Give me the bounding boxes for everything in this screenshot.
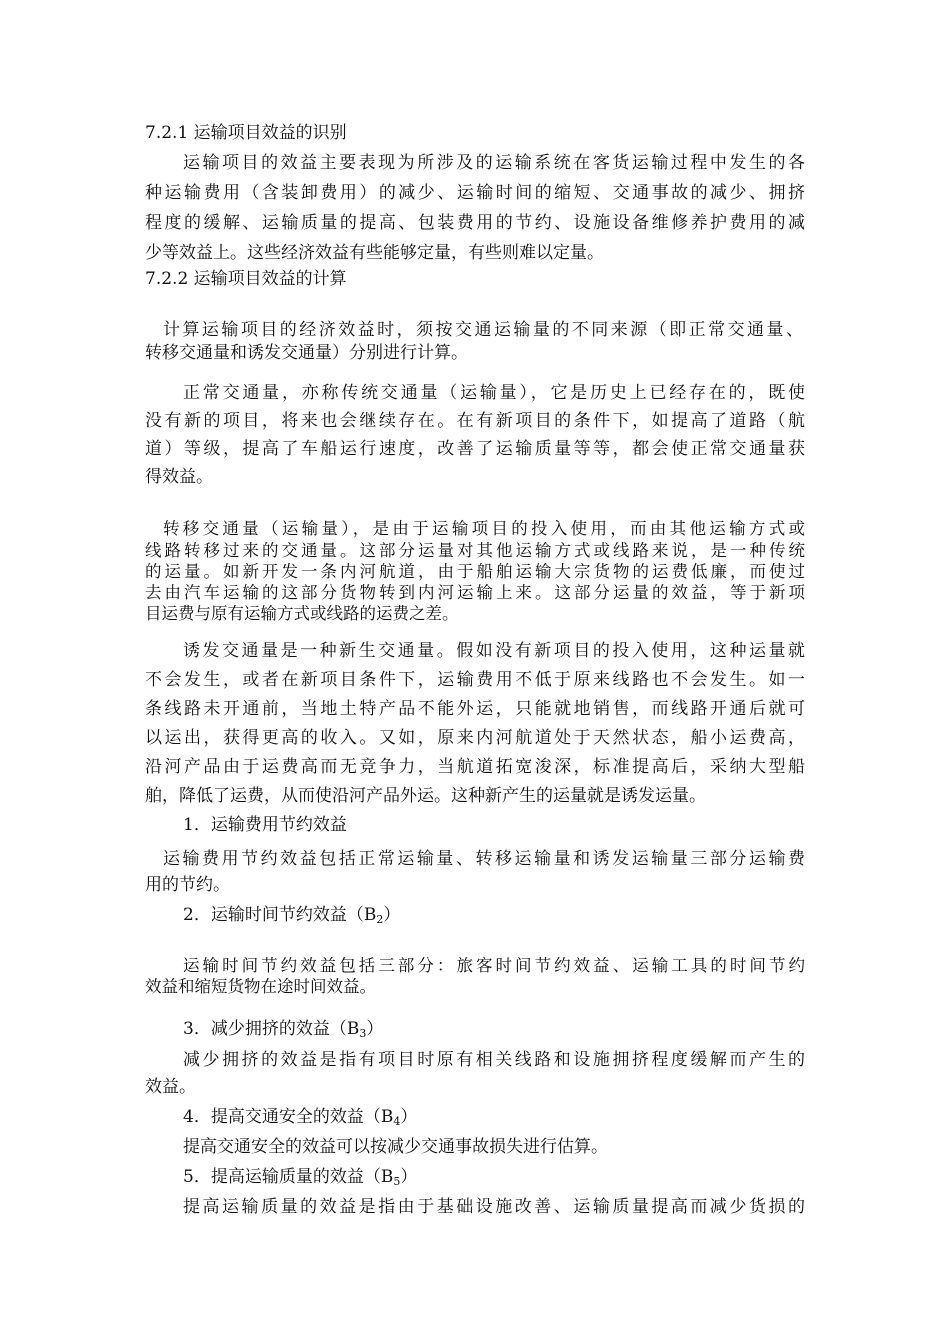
paragraph-line: 目运费与原有运输方式或线路的运费之差。 [145, 604, 459, 623]
paragraph-line: 道）等级，提高了车船运行速度，改善了运输质量等等，都会使正常交通量获 [145, 439, 805, 459]
heading-7-2-1: 7.2.1 运输项目效益的识别 [145, 123, 347, 143]
paragraph-line: 转移交通量（运输量），是由于运输项目的投入使用，而由其他运输方式或 [163, 519, 805, 538]
paragraph-line: 的运量。如新开发一条内河航道，由于船舶运输大宗货物的运费低廉，而使过 [145, 562, 805, 581]
paragraph-line: 运输项目的效益主要表现为所涉及的运输系统在客货运输过程中发生的各 [183, 153, 805, 173]
paragraph-line: 运输时间节约效益包括三部分：旅客时间节约效益、运输工具的时间节约 [183, 956, 805, 975]
paragraph-line: 用的节约。 [145, 875, 230, 895]
paragraph-line: 种运输费用（含装卸费用）的减少、运输时间的缩短、交通事故的减少、拥挤 [145, 183, 805, 203]
item-3-title: 3．减少拥挤的效益$(B_3)$ [183, 1019, 384, 1040]
item-5-title: 5．提高运输质量的效益$(B_5)$ [183, 1167, 418, 1188]
paragraph-line: 舶，降低了运费，从而使沿河产品外运。这种新产生的运量就是诱发运量。 [145, 786, 706, 806]
paragraph-line: 提高交通安全的效益可以按减少交通事故损失进行估算。 [183, 1137, 608, 1157]
paragraph-line: 正常交通量，亦称传统交通量（运输量），它是历史上已经存在的，既使 [183, 383, 805, 403]
paragraph-line: 计算运输项目的经济效益时，须按交通运输量的不同来源（即正常交通量、 [163, 320, 803, 340]
item-1-title: 1．运输费用节约效益 [183, 815, 347, 835]
paragraph-line: 得效益。 [145, 467, 213, 487]
paragraph-line: 运输费用节约效益包括正常运输量、转移运输量和诱发运输量三部分运输费 [163, 849, 805, 869]
paragraph-line: 转移交通量和诱发交通量）分别进行计算。 [145, 343, 468, 363]
paragraph-line: 去由汽车运输的这部分货物转到内河运输上来。这部分运量的效益，等于新项 [145, 583, 805, 602]
paragraph-line: 诱发交通量是一种新生交通量。假如没有新项目的投入使用，这种运量就 [183, 641, 805, 661]
paragraph-line: 少等效益上。这些经济效益有些能够定量，有些则难以定量。 [145, 243, 604, 263]
item-2-title: 2．运输时间节约效益$(B_2)$ [183, 905, 401, 926]
paragraph-line: 线路转移过来的交通量。这部分运量对其他运输方式或线路来说，是一种传统 [145, 541, 805, 560]
paragraph-line: 条线路未开通前，当地土特产品不能外运，只能就地销售，而线路开通后就可 [145, 699, 805, 719]
paragraph-line: 没有新的项目，将来也会继续存在。在有新项目的条件下，如提高了道路（航 [145, 411, 805, 431]
paragraph-line: 效益。 [145, 1077, 196, 1097]
paragraph-line: 效益和缩短货物在途时间效益。 [145, 977, 376, 996]
item-4-title: 4．提高交通安全的效益$(B_4)$ [183, 1107, 418, 1128]
paragraph-line: 减少拥挤的效益是指有项目时原有相关线路和设施拥挤程度缓解而产生的 [183, 1050, 805, 1070]
paragraph-line: 以运出，获得更高的收入。又如，原来内河航道处于天然状态，船小运费高， [145, 728, 805, 748]
paragraph-line: 不会发生，或者在新项目条件下，运输费用不低于原来线路也不会发生。如一 [145, 670, 805, 690]
paragraph-line: 提高运输质量的效益是指由于基础设施改善、运输质量提高而减少货损的 [183, 1197, 805, 1217]
heading-7-2-2: 7.2.2 运输项目效益的计算 [145, 269, 347, 289]
paragraph-line: 沿河产品由于运费高而无竞争力，当航道拓宽浚深，标准提高后，采纳大型船 [145, 757, 805, 777]
paragraph-line: 程度的缓解、运输质量的提高、包装费用的节约、设施设备维修养护费用的减 [145, 213, 805, 233]
